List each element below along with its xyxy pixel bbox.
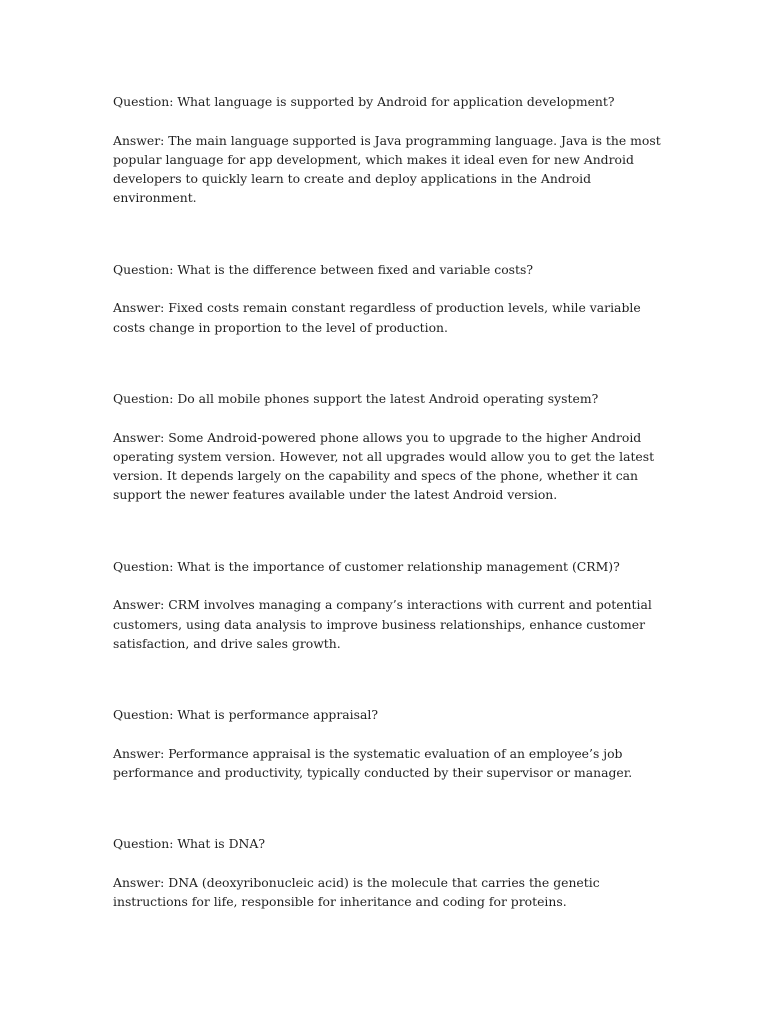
question-text: Question: What is DNA? [113, 836, 265, 852]
qa-item [113, 834, 668, 911]
answer-text: Answer: Some Android-powered phone allows you to upgrade to the higher Android operating system version. However, not all upgrades would allow you to get the latest version. It depends largely on the capability and specs of the phone, whether it can support the newer features available under the latest Android version. [113, 429, 655, 503]
qa-item [113, 260, 668, 337]
answer-text: Answer: DNA (deoxyribonucleic acid) is the molecule that carries the genetic instructions for life, responsible for inheritance and coding for proteins. [113, 875, 600, 910]
answer-text: Answer: The main language supported is Java programming language. Java is the most popular language for app development, which makes it ideal even for new Android developers to quickly learn to create and deploy applications in the Android environment. [113, 132, 661, 206]
answer-text: Answer: CRM involves managing a company’s interactions with current and potential customers, using data analysis to improve business relationships, enhance customer satisfaction, and drive sales growth. [113, 597, 652, 651]
question-text: Question: What is the difference between fixed and variable costs? [113, 261, 534, 277]
qa-item [113, 389, 668, 505]
question-text: Question: What language is supported by Android for application development? [113, 94, 615, 109]
qa-item [113, 705, 668, 782]
qa-item [113, 92, 668, 208]
question-text: Question: Do all mobile phones support the latest Android operating system? [113, 390, 599, 406]
qa-item [113, 557, 668, 653]
answer-text: Answer: Fixed costs remain constant regardless of production levels, while variable costs change in proportion to the level of production. [113, 300, 641, 335]
answer-text: Answer: Performance appraisal is the systematic evaluation of an employee’s job performance and productivity, typically conducted by their supervisor or manager. [113, 745, 633, 781]
question-text: Question: What is performance appraisal? [113, 707, 378, 723]
question-text: Question: What is the importance of customer relationship management (CRM)? [113, 558, 620, 574]
